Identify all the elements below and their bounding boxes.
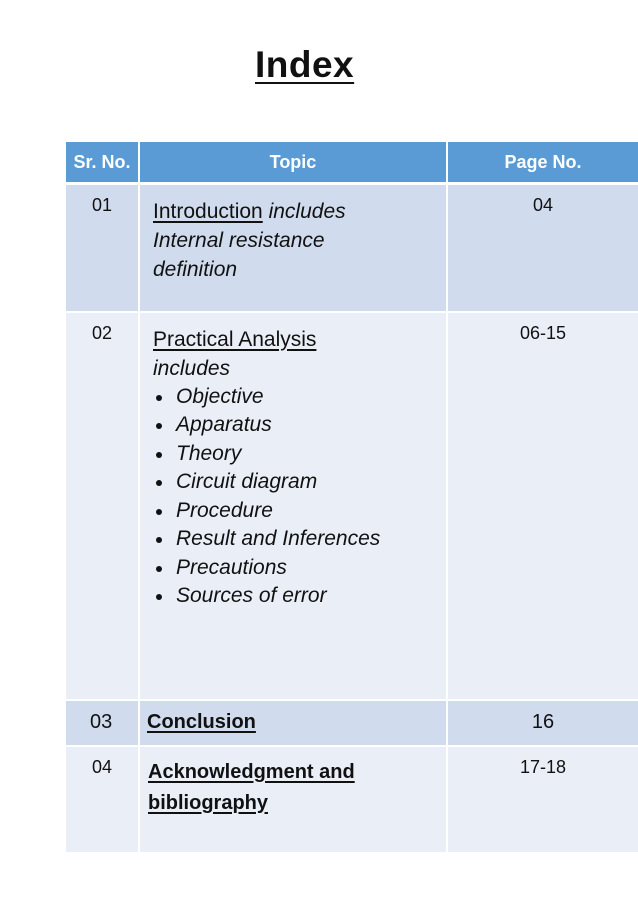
row-page-no: 16 [447, 700, 638, 746]
row-page-no: 17-18 [447, 746, 638, 853]
header-page-no: Page No. [447, 142, 638, 184]
topic-link-conclusion[interactable]: Conclusion [147, 711, 256, 733]
row-sr-no: 04 [66, 746, 139, 853]
topic-link-introduction[interactable]: Introduction [153, 200, 263, 223]
row-topic [139, 746, 447, 853]
list-item: Theory [153, 440, 446, 469]
list-item: Procedure [153, 497, 446, 526]
row-topic [139, 184, 447, 312]
topic-link-bibliography[interactable]: bibliography [148, 791, 268, 814]
list-item: Result and Inferences [153, 525, 446, 554]
header-sr-no: Sr. No. [66, 142, 139, 184]
row-page-no: 04 [447, 184, 638, 312]
row-topic [139, 312, 447, 700]
topic-link-practical-analysis[interactable]: Practical Analysis [153, 327, 317, 351]
table-row [66, 184, 638, 312]
row-page-no: 06-15 [447, 312, 638, 700]
topic-link-acknowledgment[interactable]: Acknowledgment and [148, 760, 355, 783]
topic-subtitle-line: definition [153, 258, 238, 281]
list-item: Sources of error [153, 582, 446, 611]
list-item: Circuit diagram [153, 468, 446, 497]
index-table [66, 142, 638, 854]
table-row [66, 700, 638, 746]
list-item: Precautions [153, 554, 446, 583]
list-item: Objective [153, 383, 446, 412]
header-topic: Topic [139, 142, 447, 184]
topic-bullet-list [153, 383, 446, 611]
topic-subtitle-line: Internal resistance [153, 229, 325, 252]
topic-includes-text: includes [153, 356, 231, 380]
table-row [66, 312, 638, 700]
table-header-row [66, 142, 638, 184]
row-topic [139, 700, 447, 746]
topic-includes-text: includes [262, 200, 346, 223]
row-sr-no: 01 [66, 184, 139, 312]
list-item: Apparatus [153, 411, 446, 440]
table-row [66, 746, 638, 853]
row-sr-no: 02 [66, 312, 139, 700]
row-sr-no: 03 [66, 700, 139, 746]
page-title: Index [255, 44, 355, 85]
